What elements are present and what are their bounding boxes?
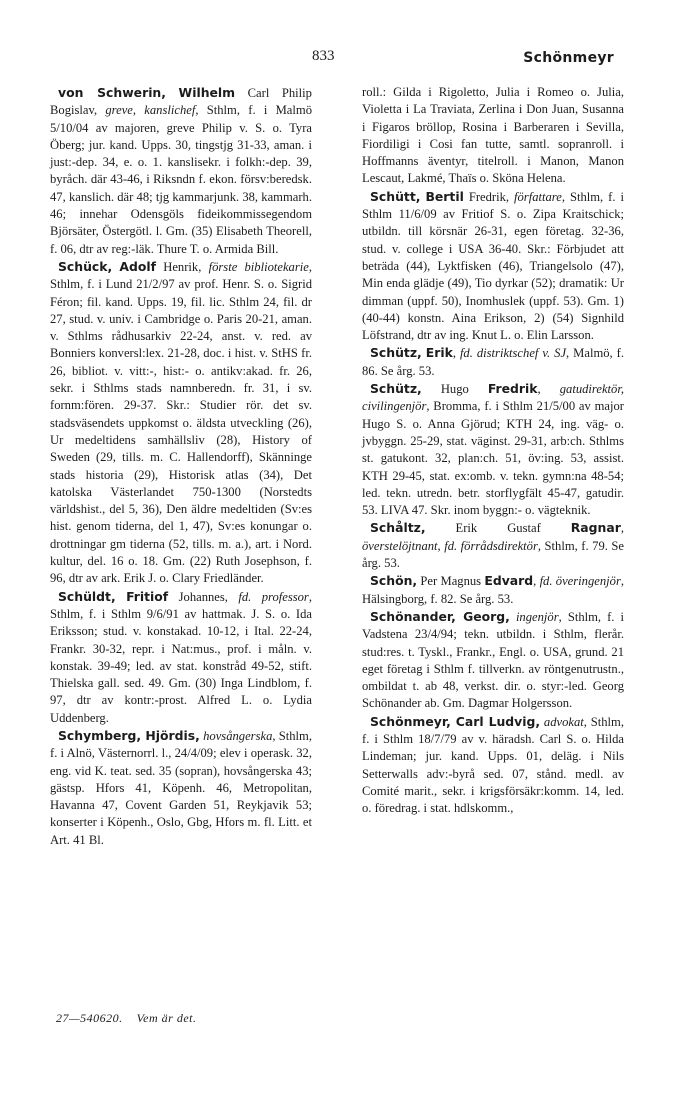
entry-text: , Sthlm, f. 79. Se årg. 53. [362, 538, 624, 571]
entry-given-suffix: , [537, 382, 560, 397]
entry-given-suffix: , [620, 521, 624, 536]
biography-entry [50, 84, 312, 258]
entry-given-suffix: Carl Philip Bogislav, [50, 86, 312, 118]
biography-entry [362, 84, 624, 188]
entry-surname: Schütz, [370, 381, 422, 397]
entry-surname: Schön, [370, 573, 418, 589]
biography-entry [362, 572, 624, 608]
biography-entry [362, 344, 624, 380]
entry-given-name: Wilhelm [178, 85, 236, 100]
entry-given-name: Fritiof [126, 588, 169, 604]
entry-given-suffix: Johannes, [168, 589, 239, 604]
entry-surname: Schück, [58, 258, 113, 274]
entry-text: , Hälsingborg, f. 82. Se årg. 53. [362, 574, 624, 606]
entry-text: , Sthlm, f. i Lund 21/2/97 av prof. Henr. S. o. Sigrid Féron; fil. kand. Upps. 19, fil. lic. Sthlm 24, fil. dr 27, stud. v. univ. i Cambridge o. Paris 20-21, aman. v. Sthlms rådhusarkiv 22-24, anst. v. red. av Bonniers konversl:lex. 21-28, doc. i hist. v. StHS fr. 26, bibliot. v. vitt:-, hist:- o. antikv:akad. fr. 26, sekr. i Sthlms stads namnberedn. fr. 31, i sv. fornm:fören. 29-37. Skr.: Studier rör. det sv. stadsväsendets uppkomst o. äldsta utveckling (26), Ur medeltidens samhällsliv (28), History of Sweden (29, tills. m. C. Hallendorff), Skänninge stads historia (29), Historisk atlas (34), Det katolska Västerlandet 750-1300 (Norstedts världshist., del 5, 36), Den äldre medeltiden (Sv:es hist. genom tiderna, del 1, 47), Sv:es konungar o. drottningar gm tiderna (52, tills. m. a.), art. i Nord. kultur, del. 16 o. 18. Gm. (22) Ruth Josephson, f. 96, dtr av ark. Erik J. o. Clary Friedländer. [50, 259, 313, 586]
biography-entry [362, 188, 624, 345]
book-title: Vem är det. [136, 1011, 197, 1025]
entry-occupation: fd. professor [238, 589, 309, 604]
entry-given-name: Ragnar [570, 520, 621, 536]
entry-surname: Schütt, [370, 188, 421, 204]
entry-occupation: författare [514, 189, 562, 204]
entry-given-suffix: Henrik, [156, 259, 209, 274]
entry-occupation: fd. distriktschef v. SJ [459, 346, 567, 361]
entry-surname: Schönander, Georg, [370, 608, 510, 624]
page-header [0, 48, 680, 74]
entry-occupation: förste bibliotekarie [208, 259, 309, 274]
entry-text: , Sthlm, f. i Sthlm 11/6/09 av Fritiof S. o. Zipa Kraitschick; utbildn. till körsnär 26-31, egen företag. 32-36, stud. v. college i USA 36-40. Skr.: Förbjudet att beträda (44), Lyktfisken (46), Triangelsolo (47), Min enda glädje (49), Tio dyrkar (52); dramatik: Ur dimman (uppf. 50), Inomhuslek (uppf. 53). Gm. 1) (40-44) konstn. Aina Erikson, 2) (54) Signhild Löfstrand, dtr av ing. Knut L. o. Elin Larsson. [362, 189, 624, 343]
entry-given-prefix [116, 590, 126, 604]
entry-given-name: Fredrik [487, 381, 538, 397]
running-head: Schönmeyr [523, 50, 614, 66]
biography-entry [362, 519, 624, 572]
biography-entry [362, 713, 624, 818]
entry-occupation: gatudirektör, civilingenjör [362, 382, 624, 414]
biography-entry [50, 588, 312, 727]
entry-given-prefix: Per Magnus [417, 574, 485, 589]
entry-text: , Sthlm, f. i Malmö 5/10/04 av majoren, greve Philip v. S. o. Tyra Öberg; jur. kand. Upps. 30, tingstjg 31-33, aman. i just:-dep. 34, e. o. 1. kanslisekr. i folkh:-dep. 39, byråch. där 43-46, i Riksndn f. ekon. försv:beredsk. 47, kanslich. där 48; tjg kammarjunk. 38, kammarh. 46; innehar Odensgöls fideikommissegendom Björsäter, Östergötl. l. Gm. (35) Elisabeth Theorell, f. 06, dtr av reg:-läk. Thure T. o. Armida Bill. [50, 103, 312, 256]
biography-entry [362, 380, 624, 519]
left-column [50, 84, 312, 849]
entry-surname: Schüldt, [58, 588, 116, 604]
entry-given-suffix: , [452, 346, 460, 361]
entry-surname: Schåltz, [370, 520, 426, 536]
entry-given-prefix: Erik Gustaf [425, 521, 571, 536]
entry-given-suffix: Fredrik, [463, 189, 515, 204]
entry-given-name: Bertil [425, 188, 464, 204]
entry-surname: Schönmeyr, Carl Ludvig, [370, 713, 541, 729]
entry-text: , Sthlm, f. i Sthlm 9/6/91 av hattmak. J. S. o. Ida Eriksson; stud. v. konstakad. 10-12, i Ital. 22-24, Frankr. 30-32, repr. i Nat:mus., prof. i måln. v. konstak. 39-49; led. av stat. konstråd 49-52, stift. Thielska gall. sed. 49. Gm. (30) Inga Lindblom, f. 97, dtr av kontr:-prost. Alfred L. o. Lydia Uddenberg. [50, 589, 312, 725]
entry-text: , Bromma, f. i Sthlm 21/5/00 av major Hugo S. o. Anna Gjörud; KTH 24, ing. väg- o. jvbyggn. 25-29, stat. väginst. 29-31, arb:ch. Sthlms st. gatukont. 32, plan:ch. 51, öv:ing. 53, assist. KTH 29-45, stat. ex:omb. v. tekn. gymn:na 48-54; led. tekn. utredn. betr. storflygfält 45-47, gatudir. 53. LIVA 47. Skr. inom byggn:- o. vägteknik. [362, 399, 624, 518]
entry-given-name: Erik [425, 345, 453, 361]
entry-occupation: ingenjör [515, 609, 559, 624]
entry-given-name: Adolf [119, 258, 157, 274]
entry-text: , Malmö, f. 86. Se årg. 53. [362, 346, 625, 378]
entry-surname: Schymberg, Hjördis, [58, 727, 200, 743]
printer-signature: 27—540620. [56, 1011, 123, 1025]
entry-given-prefix: Hugo [421, 382, 488, 397]
entry-text: , Sthlm, f. i Alnö, Västernorrl. l., 24/4/09; elev i operask. 32, eng. vid K. teat. sed. 35 (sopran), hovsångerska 43; gästsp. Hfors 41, Köpenh. 46, Metropolitan, Havanna 47, Covent Garden 51, Reykjavik 53; konserter i Köpenh., Oslo, Gbg, Hfors m. fl. Litt. et Art. 41 Bl. [50, 728, 312, 847]
entry-given-prefix [166, 86, 179, 100]
entry-surname: von Schwerin, [58, 85, 166, 100]
right-column [362, 84, 624, 817]
entry-occupation: greve, kanslichef [105, 103, 196, 118]
entry-text: , Sthlm, f. i Vadstena 23/4/94; tekn. utbildn. i Sthlm, flerår. stud:res. t. Tyskl., Frankr., Engl. o. USA, grund. 21 eget företag i Sthlm f. tillverkn. av röntgenutrustn., ombildat t. ab 48, verkst. dir. o. styr:-led. Georg Schönander ab. Gm. Dagmar Holgersson. [362, 609, 625, 711]
page-number: 833 [312, 48, 335, 64]
entry-surname: Schütz, [370, 345, 422, 361]
entry-occupation: advokat [543, 714, 584, 729]
biography-entry [50, 258, 312, 588]
entry-occupation: fd. överingenjör [539, 574, 621, 589]
entry-text: roll.: Gilda i Rigoletto, Julia i Romeo o. Julia, Violetta i La Traviata, Zerlina i Don Juan, Susanna i Figaros bröllop, Rosina i Barberaren i Sevilla, Fiordiligi i Cosi fan tutte, samtl. sopranroll. i Hoffmanns äventyr, titelroll. i Manon, Manon Lescaut, Lakmé, Thaïs o. Sköna Helena. [362, 85, 624, 186]
biography-entry [362, 608, 624, 713]
entry-given-name: Edvard [484, 573, 534, 589]
entry-given-suffix: , [533, 574, 540, 589]
entry-occupation: hovsångerska [203, 728, 273, 743]
biography-entry [50, 727, 312, 849]
entry-text: , Sthlm, f. i Sthlm 18/7/79 av v. häradsh. Carl S. o. Hilda Lindeman; jur. kand. Upps. 01, deläg. i Nils Setterwalls adv:-byrå sed. 07, stånd. medl. av Comité marit., sekr. i krigsförsäkr:komm. 14, led. o. föredrag. i stat. hdlskomm., [362, 714, 624, 816]
entry-occupation: överstelöjtnant, fd. förrådsdirektör [362, 538, 538, 553]
page-footer [56, 1011, 197, 1026]
